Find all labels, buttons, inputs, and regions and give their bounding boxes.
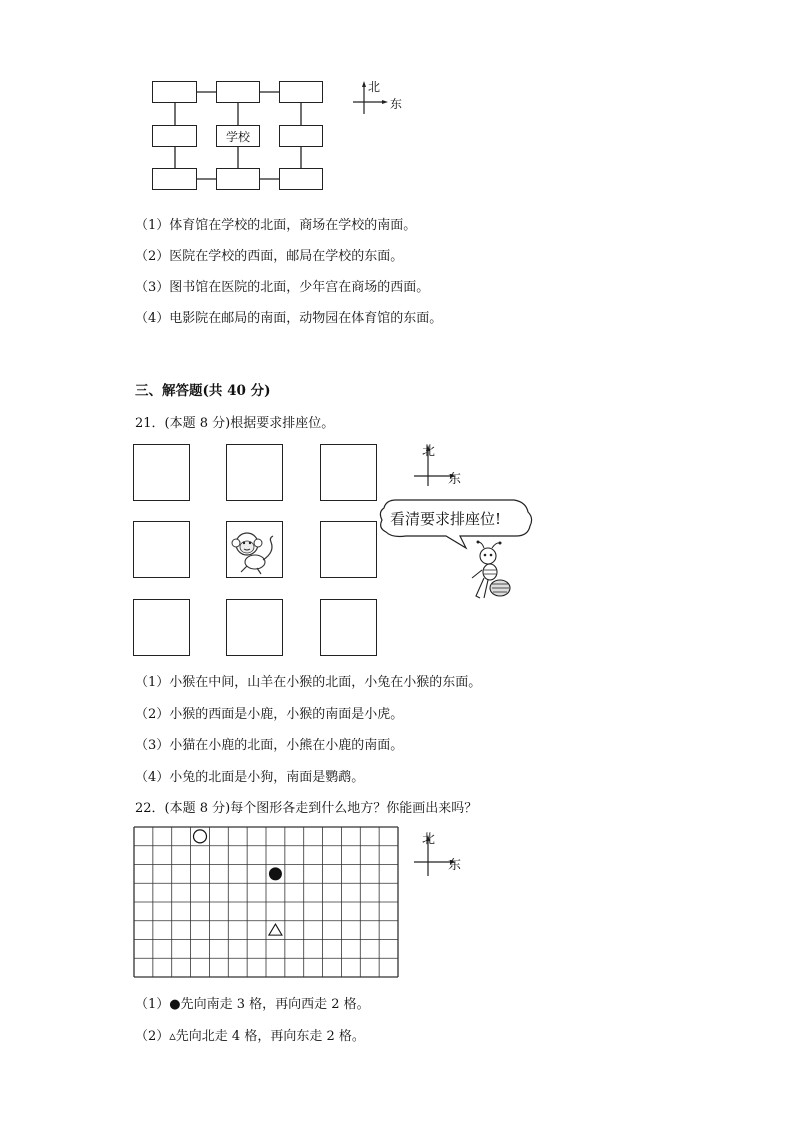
map-box-nw bbox=[152, 81, 197, 103]
q20-item-2: （2）医院在学校的西面，邮局在学校的东面。 bbox=[135, 249, 404, 264]
map-box-ne bbox=[279, 81, 323, 103]
map-box-school bbox=[216, 125, 260, 147]
q21-item-4: （4）小兔的北面是小狗，南面是鹦鹉。 bbox=[135, 770, 365, 785]
triangle-shape bbox=[269, 924, 282, 935]
q22-item-1: （1）●先向南走 3 格，再向西走 2 格。 bbox=[135, 997, 370, 1012]
q21-item-1: （1）小猴在中间，山羊在小猴的北面，小兔在小猴的东面。 bbox=[135, 675, 482, 690]
seat-w bbox=[133, 521, 190, 578]
compass-east-label: 东 bbox=[448, 472, 462, 487]
compass-east-label: 东 bbox=[390, 97, 403, 111]
q20-item-1: （1）体育馆在学校的北面，商场在学校的南面。 bbox=[135, 218, 417, 233]
seat-se bbox=[320, 599, 377, 656]
q22-compass bbox=[410, 828, 470, 880]
q20-item-3: （3）图书馆在医院的北面，少年宫在商场的西面。 bbox=[135, 280, 430, 295]
compass-north-label: 北 bbox=[368, 80, 381, 94]
q22-item-2: （2）▵先向北走 4 格，再向东走 2 格。 bbox=[135, 1029, 365, 1044]
map-compass bbox=[350, 78, 410, 118]
section-title: 三、解答题(共 40 分) bbox=[135, 383, 271, 399]
seat-s bbox=[226, 599, 283, 656]
q22-grid bbox=[133, 826, 399, 978]
ant-icon bbox=[462, 540, 522, 602]
compass-north-label: 北 bbox=[422, 832, 436, 847]
map-box-sw bbox=[152, 168, 197, 190]
q21-prompt: 21．(本题 8 分)根据要求排座位。 bbox=[135, 416, 335, 431]
ant-mascot bbox=[462, 540, 522, 602]
seat-ne bbox=[320, 444, 377, 501]
seat-n bbox=[226, 444, 283, 501]
q20-item-4: （4）电影院在邮局的南面，动物园在体育馆的东面。 bbox=[135, 311, 443, 326]
map-box-n bbox=[216, 81, 260, 103]
compass-east-label: 东 bbox=[448, 858, 462, 873]
filled-circle-shape bbox=[269, 867, 282, 880]
seat-sw bbox=[133, 599, 190, 656]
monkey-icon bbox=[227, 522, 282, 577]
grid-paper bbox=[133, 826, 399, 978]
map-box-w bbox=[152, 125, 197, 147]
hollow-circle-shape bbox=[194, 830, 207, 843]
q22-prompt: 22．(本题 8 分)每个图形各走到什么地方？你能画出来吗？ bbox=[135, 801, 478, 816]
bubble-text: 看清要求排座位! bbox=[390, 510, 502, 528]
map-box-s bbox=[216, 168, 260, 190]
q21-item-2: （2）小猴的西面是小鹿，小猴的南面是小虎。 bbox=[135, 707, 404, 722]
seat-e bbox=[320, 521, 377, 578]
map-box-se bbox=[279, 168, 323, 190]
compass-north-label: 北 bbox=[422, 444, 436, 459]
school-map-diagram bbox=[140, 75, 340, 200]
q21-compass bbox=[410, 440, 470, 490]
map-box-e bbox=[279, 125, 323, 147]
seat-center-monkey bbox=[226, 521, 283, 578]
seat-nw bbox=[133, 444, 190, 501]
q21-item-3: （3）小猫在小鹿的北面，小熊在小鹿的南面。 bbox=[135, 738, 404, 753]
school-label: 学校 bbox=[225, 129, 250, 144]
